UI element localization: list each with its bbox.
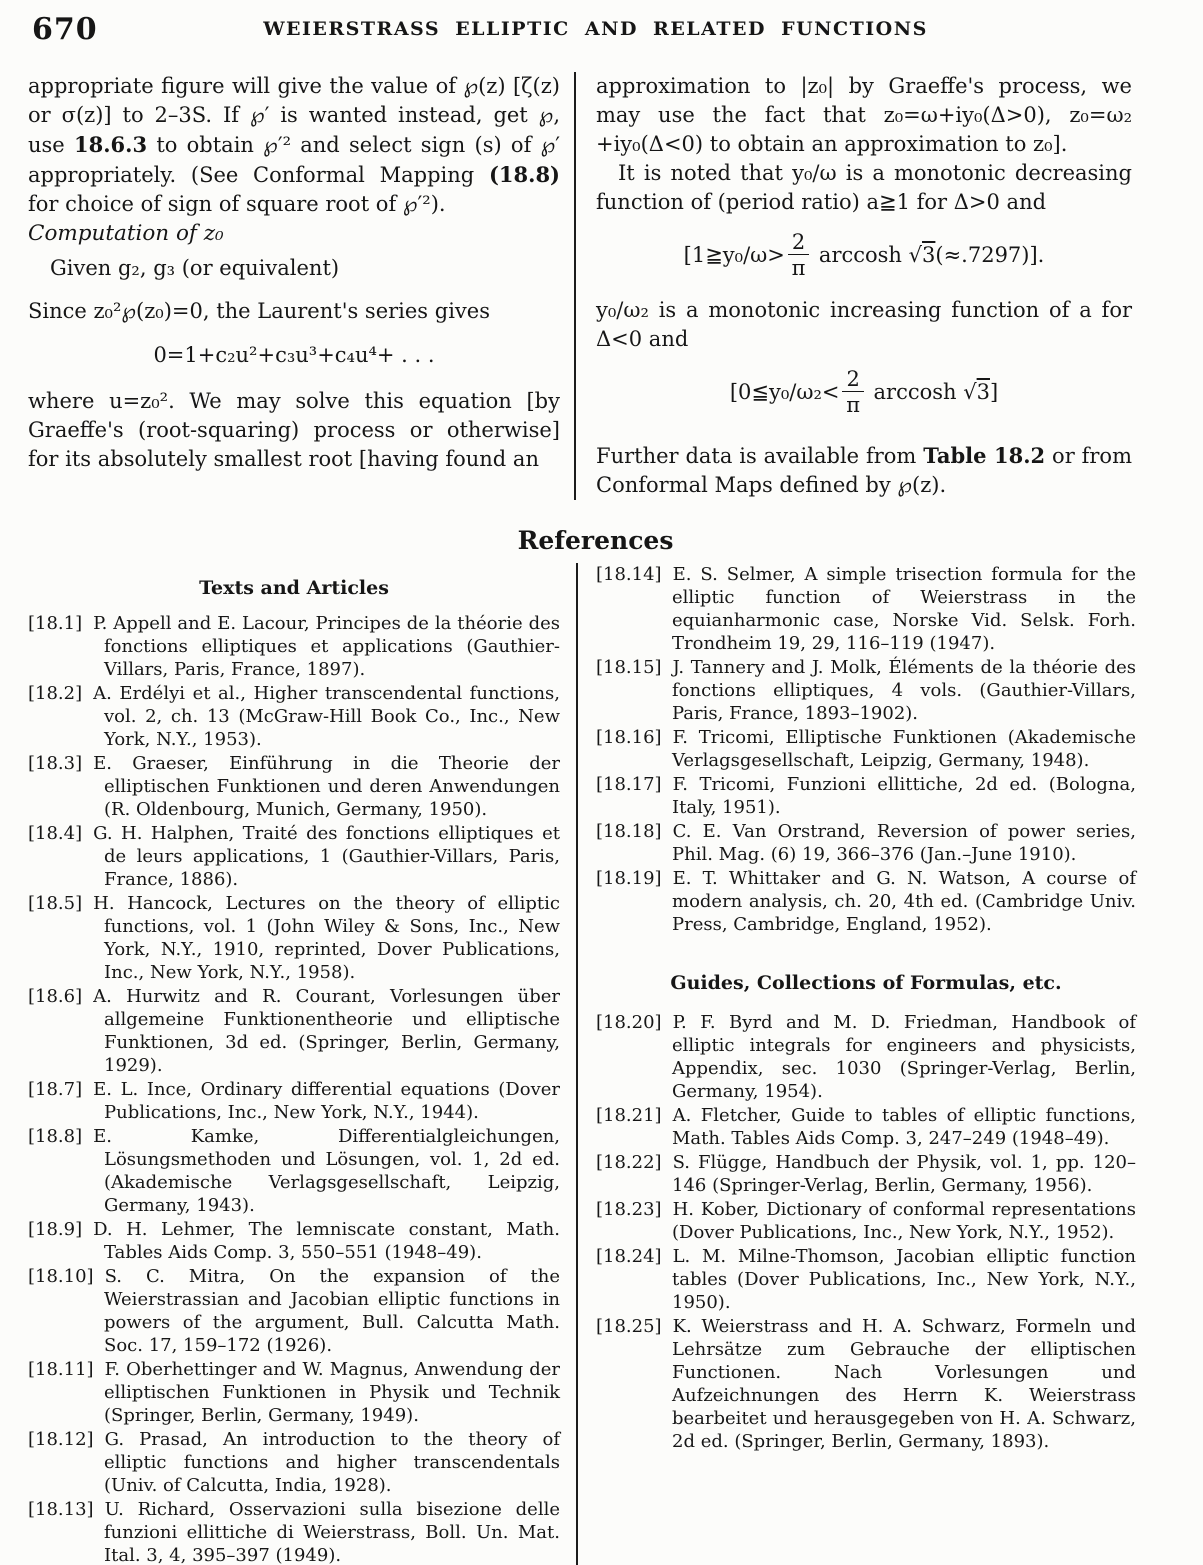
reference-item: [28, 1265, 560, 1357]
reference-text: E. T. Whittaker and G. N. Watson, A course of modern analysis, ch. 20, 4th ed. (Cambridge Univ. Press, Cambridge, England, 1952).: [672, 868, 1136, 936]
cross-reference-bold: 18.6.3: [73, 132, 148, 157]
reference-text: L. M. Milne-Thomson, Jacobian elliptic function tables (Dover Publications, Inc., New York, N.Y., 1950).: [672, 1246, 1136, 1314]
reference-text: A. Fletcher, Guide to tables of elliptic functions, Math. Tables Aids Comp. 3, 247–249 (1948–49).: [672, 1105, 1136, 1150]
texts-and-articles-heading: Texts and Articles: [199, 577, 389, 600]
equation-text: ]: [989, 380, 999, 405]
reference-id: [18.17]: [596, 774, 662, 796]
reference-text: J. Tannery and J. Molk, Éléments de la théorie des fonctions elliptiques, 4 vols. (Gauthier-Villars, Paris, France, 1893–1902).: [672, 657, 1136, 725]
reference-item: [28, 752, 560, 821]
reference-item: [596, 1245, 1136, 1314]
reference-item: [28, 892, 560, 984]
reference-id: [18.13]: [28, 1499, 94, 1521]
reference-item: [28, 1218, 560, 1264]
given-line: Given g₂, g₃ (or equivalent): [50, 256, 340, 280]
reference-id: [18.16]: [596, 727, 662, 749]
reference-item: [28, 1498, 560, 1565]
reference-id: [18.1]: [28, 613, 83, 635]
equation-text: [1≧y₀/ω>: [683, 243, 785, 268]
reference-id: [18.3]: [28, 753, 83, 775]
reference-id: [18.25]: [596, 1316, 662, 1338]
paragraph-graeffe: where u=z₀². We may solve this equation [by Graeffe's (root-squaring) process or otherwise] for its absolutely smallest root [having found an: [28, 389, 560, 471]
cross-reference-bold: (18.8): [488, 162, 560, 187]
reference-text: S. C. Mitra, On the expansion of the Weierstrassian and Jacobian elliptic functions in powers of the argument, Bull. Calcutta Math. Soc. 17, 159–172 (1926).: [104, 1266, 560, 1357]
reference-id: [18.5]: [28, 893, 83, 915]
reference-text: D. H. Lehmer, The lemniscate constant, Math. Tables Aids Comp. 3, 550–551 (1948–49).: [93, 1219, 560, 1264]
references-title: References: [517, 526, 674, 556]
reference-id: [18.18]: [596, 821, 662, 843]
body-text: appropriate figure will give the value of ℘(z) [ζ(z) or σ(z)] to 2–3S. If ℘′ is wanted instead, get ℘, use: [28, 74, 560, 157]
reference-id: [18.8]: [28, 1126, 83, 1148]
reference-id: [18.22]: [596, 1152, 662, 1174]
paragraph-approximation: approximation to |z₀| by Graeffe's process, we may use the fact that z₀=ω+iy₀(Δ>0), z₀=ω₂ +iy₀(Δ<0) to obtain an approximation to z₀].: [596, 74, 1132, 156]
reference-text: H. Kober, Dictionary of conformal representations (Dover Publications, Inc., New York, N.Y., 1952).: [672, 1199, 1136, 1244]
reference-item: [596, 1315, 1136, 1453]
equation-text: [0≦y₀/ω₂<: [729, 380, 840, 405]
reference-item: [596, 726, 1136, 772]
equation-text: arccosh √: [812, 243, 923, 268]
reference-text: G. Prasad, An introduction to the theory of elliptic functions and higher transcendentals (Univ. of Calcutta, India, 1928).: [104, 1429, 560, 1497]
reference-id: [18.6]: [28, 986, 83, 1008]
reference-item: [28, 985, 560, 1077]
subsection-heading: Computation of z₀: [28, 221, 224, 246]
fraction-two-over-pi: [842, 368, 863, 417]
reference-item: [28, 822, 560, 891]
fraction-numerator: 2: [788, 231, 809, 255]
body-text: Further data is available from: [596, 444, 924, 469]
reference-item: [28, 612, 560, 681]
reference-id: [18.20]: [596, 1012, 662, 1034]
reference-item: [596, 563, 1136, 655]
reference-text: G. H. Halphen, Traité des fonctions elliptiques et de leurs applications, 1 (Gauthier-Villars, Paris, France, 1886).: [93, 823, 560, 891]
equation-y0-omega2-bound: [596, 368, 1132, 417]
fraction-denominator: π: [791, 256, 806, 281]
references-section: [28, 563, 1163, 1565]
reference-item: [28, 1078, 560, 1124]
reference-text: F. Tricomi, Elliptische Funktionen (Akademische Verlagsgesellschaft, Leipzig, Germany, 1948).: [672, 727, 1136, 772]
reference-text: H. Hancock, Lectures on the theory of elliptic functions, vol. 1 (John Wiley & Sons, Inc., New York, N.Y., 1910, reprinted, Dover Publications, Inc., New York, N.Y., 1958).: [93, 893, 560, 984]
fraction-numerator: 2: [842, 368, 863, 392]
reference-id: [18.10]: [28, 1266, 94, 1288]
reference-item: [28, 1428, 560, 1497]
reference-text: P. F. Byrd and M. D. Friedman, Handbook of elliptic integrals for engineers and physicists, Appendix, sec. 1030 (Springer-Verlag, Berlin, Germany, 1954).: [672, 1012, 1136, 1103]
reference-text: E. Graeser, Einführung in die Theorie der elliptischen Funktionen und deren Anwendungen (R. Oldenbourg, Munich, Germany, 1950).: [93, 753, 560, 821]
reference-text: A. Hurwitz and R. Courant, Vorlesungen über allgemeine Funktionentheorie und elliptische Funktionen, 3d ed. (Springer, Berlin, Germany, 1929).: [93, 986, 560, 1077]
equation-text: arccosh √: [866, 380, 977, 405]
paragraph-monotonic-increasing: y₀/ω₂ is a monotonic increasing function of a for Δ<0 and: [596, 298, 1132, 352]
reference-item: [596, 1198, 1136, 1244]
reference-id: [18.24]: [596, 1246, 662, 1268]
top-right-column: [596, 72, 1132, 500]
reference-id: [18.4]: [28, 823, 83, 845]
reference-id: [18.15]: [596, 657, 662, 679]
reference-item: [28, 682, 560, 751]
body-text: to obtain ℘′² and select sign (s) of ℘′ appropriately. (See Conformal Mapping: [28, 133, 560, 187]
reference-item: [596, 656, 1136, 725]
fraction-denominator: π: [846, 393, 861, 418]
reference-text: K. Weierstrass and H. A. Schwarz, Formeln und Lehrsätze zum Gebrauche der elliptischen Functionen. Nach Vorlesungen und Aufzeichnungen des Herrn K. Weierstrass bearbeitet und herausgegeben von H. A. Schwarz, 2d ed. (Springer, Berlin, Germany, 1893).: [672, 1316, 1136, 1453]
reference-id: [18.9]: [28, 1219, 83, 1241]
reference-text: E. Kamke, Differentialgleichungen, Lösungsmethoden und Lösungen, vol. 1, 2d ed. (Akademische Verlagsgesellschaft, Leipzig, Germany, 1943).: [93, 1126, 560, 1217]
reference-id: [18.14]: [596, 564, 662, 586]
reference-item: [596, 1104, 1136, 1150]
paragraph-monotonic-decreasing: It is noted that y₀/ω is a monotonic decreasing function of (period ratio) a≧1 for Δ>0 and: [596, 161, 1132, 214]
references-right-column: [596, 563, 1136, 1565]
body-text: or from Conformal Maps defined by ℘(z).: [596, 444, 1132, 498]
top-text-section: [28, 72, 1163, 500]
reference-text: E. S. Selmer, A simple trisection formula for the elliptic function of Weierstrass in the equianharmonic case, Norske Vid. Selsk. Forh. Trondheim 19, 29, 116–119 (1947).: [672, 564, 1136, 655]
reference-item: [28, 1125, 560, 1217]
reference-text: F. Tricomi, Funzioni ellittiche, 2d ed. (Bologna, Italy, 1951).: [672, 774, 1136, 819]
reference-id: [18.21]: [596, 1105, 662, 1127]
reference-item: [596, 1011, 1136, 1103]
paragraph-laurent: Since z₀²℘(z₀)=0, the Laurent's series gives: [28, 299, 490, 323]
equation-y0-omega-bound: [596, 231, 1132, 280]
column-divider: [574, 72, 576, 500]
reference-item: [596, 773, 1136, 819]
reference-text: U. Richard, Osservazioni sulla bisezione delle funzioni ellittiche di Weierstrass, Boll. Un. Mat. Ital. 3, 4, 395–397 (1949).: [104, 1499, 560, 1565]
references-left-column: [28, 563, 560, 1565]
reference-id: [18.23]: [596, 1199, 662, 1221]
reference-id: [18.7]: [28, 1079, 83, 1101]
guides-heading: Guides, Collections of Formulas, etc.: [670, 972, 1062, 995]
page-header: [28, 12, 1163, 58]
reference-text: C. E. Van Orstrand, Reversion of power series, Phil. Mag. (6) 19, 366–376 (Jan.–June 1910).: [672, 821, 1136, 866]
reference-id: [18.12]: [28, 1429, 94, 1451]
reference-id: [18.11]: [28, 1359, 94, 1381]
reference-item: [28, 1358, 560, 1427]
radicand: 3: [976, 380, 990, 405]
reference-text: A. Erdélyi et al., Higher transcendental functions, vol. 2, ch. 13 (McGraw-Hill Book Co., Inc., New York, N.Y., 1953).: [93, 683, 560, 751]
reference-text: E. L. Ince, Ordinary differential equations (Dover Publications, Inc., New York, N.Y., 1944).: [93, 1079, 560, 1124]
page-number: 670: [32, 12, 98, 47]
equation-laurent-series: 0=1+c₂u²+c₃u³+c₄u⁴+ . . .: [153, 343, 435, 367]
body-text: for choice of sign of square root of ℘′²).: [28, 192, 446, 216]
reference-id: [18.19]: [596, 868, 662, 890]
equation-text: (≈.7297)].: [935, 243, 1045, 268]
paragraph-continuation: [28, 72, 560, 219]
fraction-two-over-pi: [788, 231, 809, 280]
reference-item: [596, 820, 1136, 866]
reference-item: [596, 867, 1136, 936]
running-head: WEIERSTRASS ELLIPTIC AND RELATED FUNCTIONS: [263, 18, 928, 40]
radicand: 3: [922, 243, 936, 268]
reference-id: [18.2]: [28, 683, 83, 705]
reference-item: [596, 1151, 1136, 1197]
reference-text: S. Flügge, Handbuch der Physik, vol. 1, pp. 120–146 (Springer-Verlag, Berlin, Germany, 1956).: [672, 1152, 1136, 1197]
cross-reference-bold: Table 18.2: [923, 443, 1046, 469]
reference-text: P. Appell and E. Lacour, Principes de la théorie des fonctions elliptiques et applications (Gauthier-Villars, Paris, France, 1897).: [93, 613, 560, 681]
reference-text: F. Oberhettinger and W. Magnus, Anwendung der elliptischen Funktionen in Physik und Technik (Springer, Berlin, Germany, 1949).: [104, 1359, 560, 1427]
column-divider: [576, 563, 578, 1565]
paragraph-further-data: [596, 441, 1132, 500]
top-left-column: [28, 72, 560, 500]
